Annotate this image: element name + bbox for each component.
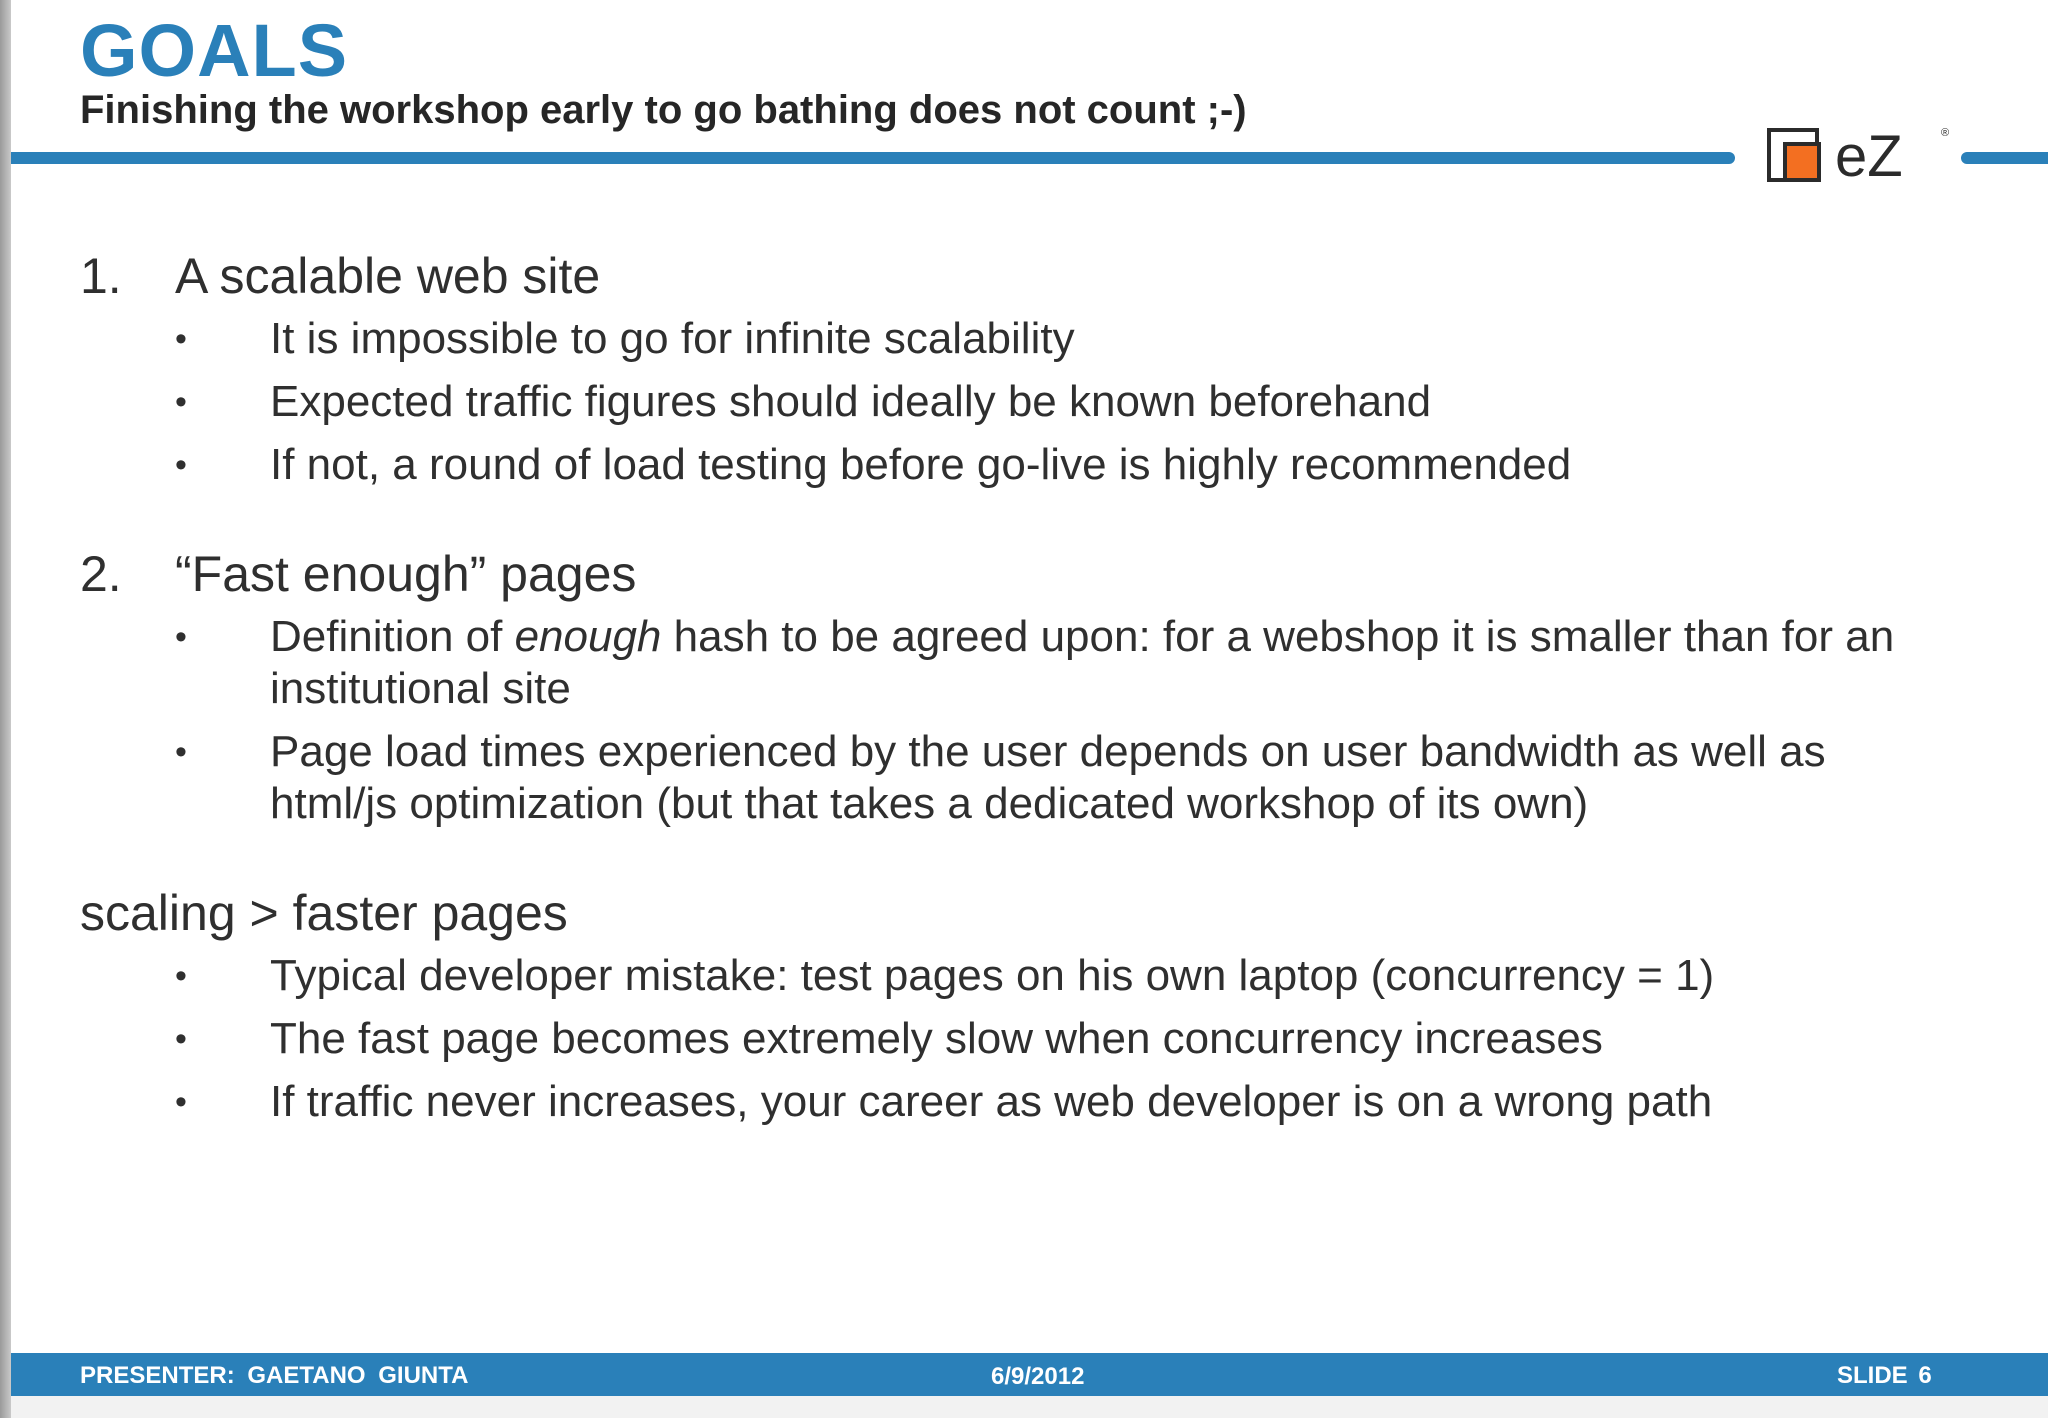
logo-orange-square <box>1785 144 1819 180</box>
slide <box>11 0 2048 1418</box>
section-title: A scalable web site <box>175 248 601 304</box>
slide-footer <box>11 1353 2048 1396</box>
bullet-marker: • <box>175 320 187 358</box>
list-item <box>80 313 1940 365</box>
presenter-label: PRESENTER: GAETANO GIUNTA <box>80 1362 469 1389</box>
section-number: 1. <box>80 248 122 304</box>
bullet-marker: • <box>175 733 187 771</box>
slide-title: GOALS <box>80 9 349 92</box>
list-item <box>80 1013 1940 1065</box>
bullet-marker: • <box>175 383 187 421</box>
bullet-list <box>80 950 1940 1128</box>
bullet-marker: • <box>175 957 187 995</box>
bullet-text: Page load times experienced by the user depends on user bandwidth as well as html/js optimization (but that takes a dedicated workshop of its own) <box>270 727 1826 828</box>
slide-subtitle: Finishing the workshop early to go bathing does not count ;-) <box>80 88 1247 132</box>
ez-logo <box>1765 124 1955 188</box>
bullet-text-end: hash to be agreed upon: for a webshop it is smaller than for an institutional site <box>270 612 1895 713</box>
section-title: scaling > faster pages <box>80 885 568 941</box>
bullet-text <box>270 611 1920 715</box>
bullet-text: It is impossible to go for infinite scalability <box>270 314 1075 363</box>
header-rule <box>11 152 1735 164</box>
section-number: 2. <box>80 546 122 602</box>
section-heading <box>80 882 1940 944</box>
list-item <box>80 950 1940 1002</box>
window-left-edge <box>0 0 11 1418</box>
slide-number: SLIDE 6 <box>1837 1362 1932 1389</box>
bullet-text: If traffic never increases, your career as web developer is on a wrong path <box>270 1077 1713 1126</box>
bullet-marker: • <box>175 1083 187 1121</box>
header-rule-tail <box>1961 152 2048 164</box>
emphasis-enough: enough <box>514 612 662 661</box>
slide-body <box>80 245 1940 1180</box>
bullet-marker: • <box>175 1020 187 1058</box>
bullet-list <box>80 611 1940 830</box>
bullet-text: Expected traffic figures should ideally be known beforehand <box>270 377 1432 426</box>
bottom-strip <box>11 1396 2048 1418</box>
section-fast-pages <box>80 543 1940 830</box>
section-heading <box>80 245 1940 307</box>
logo-text: eZ <box>1835 124 1903 188</box>
section-title: “Fast enough” pages <box>175 546 637 602</box>
list-item <box>80 1076 1940 1128</box>
section-scaling-vs-speed <box>80 882 1940 1128</box>
bullet-marker: • <box>175 446 187 484</box>
section-heading <box>80 543 1940 605</box>
bullet-text: Typical developer mistake: test pages on his own laptop (concurrency = 1) <box>270 951 1715 1000</box>
bullet-text: If not, a round of load testing before go-live is highly recommended <box>270 440 1572 489</box>
bullet-text: The fast page becomes extremely slow when concurrency increases <box>270 1014 1603 1063</box>
list-item <box>80 376 1940 428</box>
list-item <box>80 439 1940 491</box>
list-item <box>80 726 1940 830</box>
list-item <box>80 611 1940 715</box>
logo-registered-mark: ® <box>1941 127 1950 139</box>
bullet-text-start: Definition of <box>270 612 515 661</box>
bullet-list <box>80 313 1940 491</box>
section-scalable-site <box>80 245 1940 491</box>
bullet-marker: • <box>175 618 187 656</box>
slide-date: 6/9/2012 <box>991 1363 1085 1390</box>
